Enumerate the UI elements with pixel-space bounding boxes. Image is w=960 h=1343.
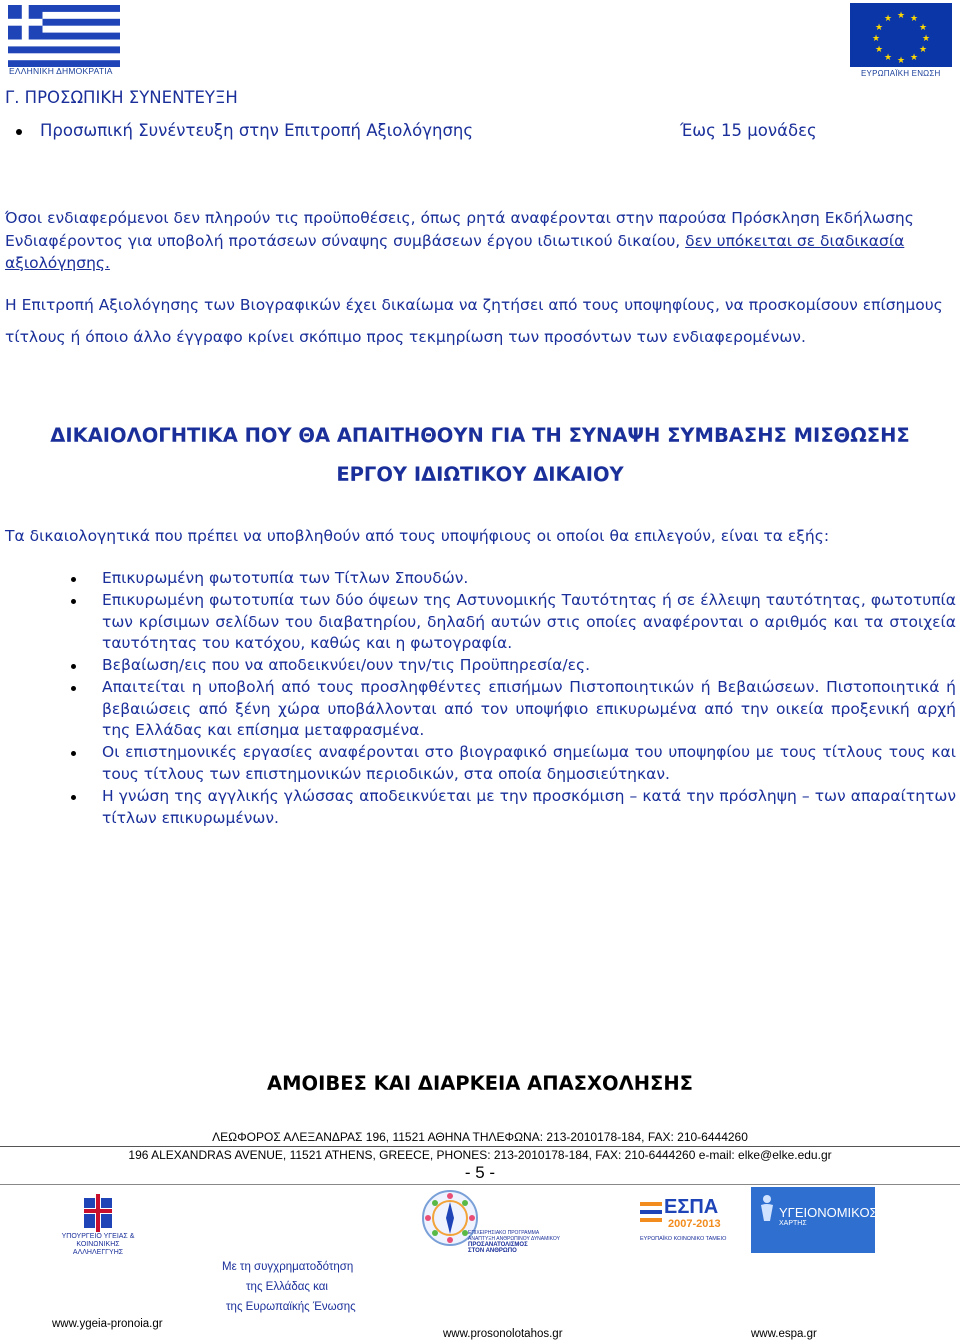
bullet <box>71 686 76 691</box>
documents-intro: Τα δικαιολογητικά που πρέπει να υποβληθούν από τους υποψήφιους οι οποίοι θα επιλεγούν, είναι τα εξής: <box>5 527 830 545</box>
address-english: 196 ALEXANDRAS AVENUE, 11521 ATHENS, GREECE, PHONES: 213-2010178-184, FAX: 210-6444260 e-mail: elke@elke.edu.gr <box>128 1148 832 1162</box>
ministry-caption <box>57 1233 139 1257</box>
ministry-caption-line-1: ΥΠΟΥΡΓΕΙΟ ΥΓΕΙΑΣ & <box>61 1233 135 1240</box>
espa-years: 2007-2013 <box>668 1218 721 1230</box>
ministry-caption-line-2: ΚΟΙΝΩΝΙΚΗΣ ΑΛΛΗΛΕΓΓΥΗΣ <box>72 1241 124 1256</box>
committee-paragraph-line-1: Η Επιτροπή Αξιολόγησης των Βιογραφικών έχει δικαίωμα να ζητήσει από τους υποψηφίους, να προσκομίσουν επίσημους <box>5 296 943 314</box>
eligibility-underlined-text: δεν υπόκειται σε διαδικασία <box>685 231 905 250</box>
program-caption <box>468 1230 560 1254</box>
program-caption-line-2: ΑΝΑΠΤΥΞΗ ΑΝΘΡΩΠΙΝΟΥ ΔΥΝΑΜΙΚΟΥ <box>468 1236 560 1242</box>
documents-heading-line-1: ΔΙΚΑΙΟΛΟΓΗΤΙΚΑ ΠΟΥ ΘΑ ΑΠΑΙΤΗΘΟΥΝ ΓΙΑ ΤΗ ΣΥΝΑΨΗ ΣΥΜΒΑΣΗΣ ΜΙΣΘΩΣΗΣ <box>50 424 910 447</box>
eligibility-line-2 <box>5 230 957 253</box>
committee-paragraph-line-2: τίτλους ή όποιο άλλο έγγραφο κρίνει σκόπιμο προς τεκμηρίωση των προσόντων των ενδιαφερομένων. <box>5 328 806 346</box>
bullet <box>71 599 76 604</box>
greek-flag-logo <box>8 5 120 67</box>
ministry-health-logo <box>78 1190 118 1236</box>
health-map-title: ΥΓΕΙΟΝΟΜΙΚΟΣ <box>779 1205 878 1220</box>
health-map-figure-icon <box>757 1193 777 1223</box>
eligibility-line-2-text: Ενδιαφέροντος για υποβολή προτάσεων σύναψης συμβάσεων έργου ιδιωτικού δικαίου, <box>5 231 681 250</box>
documents-list-item-4: Απαιτείται η υποβολή από τους προσληφθέντες επισήμων Πιστοποιητικών ή Βεβαιώσεων. Πιστοποιητικά ή βεβαιώσεις από ξένη χώρα υποβάλλονται από τον υποψήφιο επικυρωμένα από την οικεία προξενική αρχή της Ελλάδας και επίσημα μεταφρασμένα. <box>102 678 956 740</box>
program-caption-line-4: ΣΤΟΝ ΑΝΘΡΩΠΟ <box>468 1248 517 1254</box>
svg-text:★: ★ <box>874 45 884 55</box>
address-greek: ΛΕΩΦΟΡΟΣ ΑΛΕΞΑΝΔΡΑΣ 196, 11521 ΑΘΗΝΑ ΤΗΛΕΦΩΝΑ: 213-2010178-184, FAX: 210-6444260 <box>212 1130 748 1144</box>
svg-text:★: ★ <box>883 14 893 24</box>
health-map-logo <box>751 1187 878 1253</box>
bullet <box>71 795 76 800</box>
remuneration-heading: ΑΜΟΙΒΕΣ ΚΑΙ ΔΙΑΡΚΕΙΑ ΑΠΑΣΧΟΛΗΣΗΣ <box>267 1072 693 1095</box>
documents-list-item-6: Η γνώση της αγγλικής γλώσσας αποδεικνύεται με την προσκόμιση – κατά την πρόσληψη – των απαραίτητων τίτλων επικυρωμένων. <box>102 787 956 827</box>
svg-text:★: ★ <box>871 34 881 44</box>
espa-caption: ΕΥΡΩΠΑΪΚΟ ΚΟΙΝΩΝΙΚΟ ΤΑΜΕΙΟ <box>640 1236 727 1242</box>
cofunding-line-2: της Ελλάδας και <box>246 1281 328 1293</box>
program-caption-line-3: ΠΡΟΣΑΝΑΤΟΛΙΣΜΟΣ <box>468 1242 528 1248</box>
svg-text:★: ★ <box>909 53 919 63</box>
link-espa[interactable]: www.espa.gr <box>751 1328 817 1340</box>
interview-item-points: Έως 15 μονάδες <box>680 121 817 140</box>
footer-divider <box>0 1184 960 1185</box>
espa-logo <box>640 1196 727 1246</box>
interview-item-label: Προσωπική Συνέντευξη στην Επιτροπή Αξιολόγησης <box>40 121 474 140</box>
eligibility-paragraph <box>5 207 957 275</box>
espa-stripes-icon <box>640 1200 662 1226</box>
eligibility-line-1: Όσοι ενδιαφερόμενοι δεν πληρούν τις προϋποθέσεις, όπως ρητά αναφέρονται στην παρούσα Πρόσκληση Εκδήλωσης <box>5 209 914 227</box>
svg-text:★: ★ <box>896 56 906 66</box>
documents-list-item-1: Επικυρωμένη φωτοτυπία των Τίτλων Σπουδών. <box>102 569 469 587</box>
program-caption-line-1: ΕΠΙΧΕΙΡΗΣΙΑΚΟ ΠΡΟΓΡΑΜΜΑ <box>468 1230 540 1236</box>
cofunding-text <box>222 1257 356 1317</box>
bullet <box>71 664 76 669</box>
greek-republic-caption: ΕΛΛΗΝΙΚΗ ΔΗΜΟΚΡΑΤΙΑ <box>9 66 113 76</box>
footer-divider <box>0 1146 960 1147</box>
link-prosonolotahos[interactable]: www.prosonolotahos.gr <box>443 1328 563 1340</box>
documents-list-item-2: Επικυρωμένη φωτοτυπία των δύο όψεων της Αστυνομικής Ταυτότητας ή σε έλλειψη ταυτότητας, φωτοτυπία των κρίσιμων σελίδων του διαβατηρίου, δηλαδή αυτών στις οποίες αναφέρονται ο αριθμός και τα στοιχεία ταυτότητας του κατόχου, καθώς και η φωτογραφία. <box>102 591 956 653</box>
documents-list-item-5: Οι επιστημονικές εργασίες αναφέρονται στο βιογραφικό σημείωμα του υποψηφίου με τους τίτλους τους και τους τίτλους των επιστημονικών περιοδικών, στα οποία δημοσιεύτηκαν. <box>102 743 956 783</box>
svg-text:★: ★ <box>883 53 893 63</box>
cofunding-line-3: της Ευρωπαϊκής Ένωσης <box>226 1301 356 1313</box>
bullet <box>16 129 22 135</box>
espa-title: ΕΣΠΑ <box>664 1196 719 1218</box>
svg-text:★: ★ <box>874 23 884 33</box>
svg-text:★: ★ <box>921 34 931 44</box>
section-title-interview: Γ. ΠΡΟΣΩΠΙΚΗ ΣΥΝΕΝΤΕΥΞΗ <box>5 88 238 107</box>
svg-text:★: ★ <box>909 14 919 24</box>
health-map-subtitle: ΧΑΡΤΗΣ <box>779 1220 807 1227</box>
cofunding-line-1: Με τη συγχρηματοδότηση <box>222 1261 354 1273</box>
eu-caption: ΕΥΡΩΠΑΪΚΗ ΕΝΩΣΗ <box>861 69 941 78</box>
svg-text:★: ★ <box>918 45 928 55</box>
page-number: - 5 - <box>464 1163 496 1182</box>
link-ygeia-pronoia[interactable]: www.ygeia-pronoia.gr <box>52 1318 163 1330</box>
documents-heading-line-2: ΕΡΓΟΥ ΙΔΙΩΤΙΚΟΥ ΔΙΚΑΙΟΥ <box>336 463 624 486</box>
svg-text:★: ★ <box>896 11 906 21</box>
documents-list-item-3: Βεβαίωση/εις που να αποδεικνύει/ουν την/τις Προϋπηρεσία/ες. <box>102 656 591 674</box>
eu-flag-logo <box>850 3 952 67</box>
svg-text:★: ★ <box>918 23 928 33</box>
bullet <box>71 751 76 756</box>
eligibility-line-3: αξιολόγησης. <box>5 254 110 272</box>
bullet <box>71 577 76 582</box>
